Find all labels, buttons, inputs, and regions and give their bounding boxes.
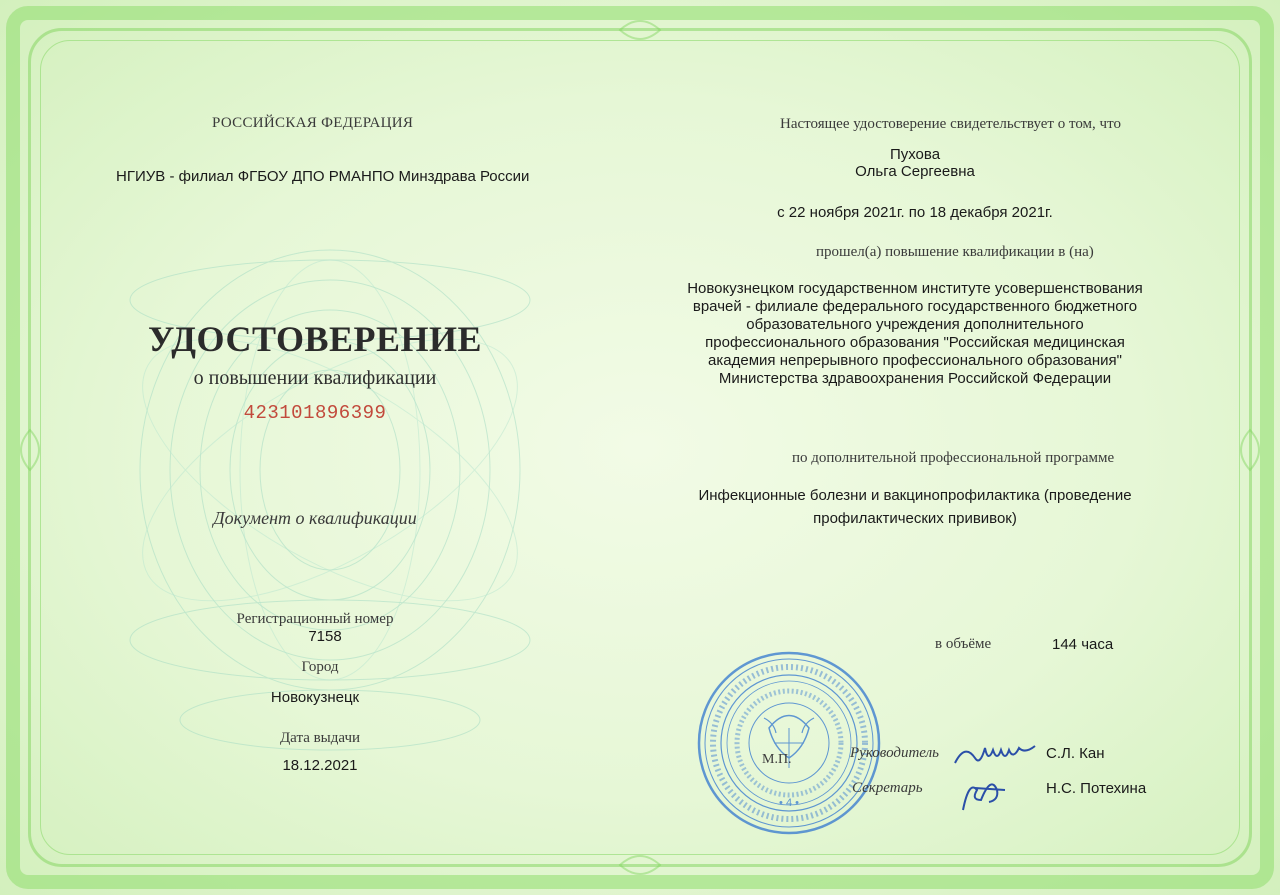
head-signature-icon — [950, 733, 1040, 773]
institution-short: НГИУВ - филиал ФГБОУ ДПО РМАНПО Минздрава России — [116, 168, 530, 185]
secretary-label: Секретарь — [852, 780, 923, 796]
registration-number: 7158 — [308, 628, 342, 645]
country-label: РОССИЙСКАЯ ФЕДЕРАЦИЯ — [212, 115, 414, 131]
secretary-name: Н.С. Потехина — [1046, 780, 1147, 797]
institution-line: образовательного учреждения дополнительного — [746, 316, 1084, 333]
institution-line: Новокузнецком государственном институте усовершенствования — [687, 280, 1143, 297]
document-title: УДОСТОВЕРЕНИЕ — [147, 319, 483, 359]
program-line: Инфекционные болезни и вакцинопрофилактика (проведение — [698, 487, 1132, 504]
issue-date-label: Дата выдачи — [279, 730, 361, 746]
head-name: С.Л. Кан — [1046, 745, 1105, 762]
training-period: с 22 ноября 2021г. по 18 декабря 2021г. — [777, 204, 1053, 221]
volume-label: в объёме — [935, 636, 992, 652]
institution-line: профессионального образования "Российская медицинская — [705, 334, 1125, 351]
program-title — [660, 484, 1170, 530]
svg-text:• 4 •: • 4 • — [779, 797, 799, 809]
program-line: профилактических прививок) — [813, 510, 1017, 527]
registration-label: Регистрационный номер — [236, 611, 394, 627]
holder-surname: Пухова — [889, 146, 941, 163]
intro-text: Настоящее удостоверение свидетельствует о том, что — [780, 116, 1121, 132]
issue-date-value: 18.12.2021 — [282, 757, 358, 774]
passed-label: прошел(а) повышение квалификации в (на) — [816, 244, 1094, 260]
official-seal-stamp-icon — [694, 648, 884, 838]
institution-full — [660, 280, 1170, 388]
city-value: Новокузнецк — [270, 689, 360, 706]
program-label: по дополнительной профессиональной программе — [792, 450, 1115, 466]
serial-number: 423101896399 — [243, 402, 387, 424]
secretary-signature-icon — [955, 770, 1015, 820]
document-subtitle: о повышении квалификации — [193, 367, 437, 389]
document-kind: Документ о квалификации — [213, 508, 417, 528]
holder-name: Ольга Сергеевна — [855, 163, 975, 180]
institution-line: врачей - филиале федерального государственного бюджетного — [692, 298, 1138, 315]
city-label: Город — [301, 659, 339, 675]
institution-line: академия непрерывного профессионального образования" — [708, 352, 1122, 369]
institution-line: Министерства здравоохранения Российской Федерации — [718, 370, 1112, 387]
volume-value: 144 часа — [1052, 636, 1114, 653]
stamp-place-label: М.П. — [762, 752, 792, 767]
head-label: Руководитель — [850, 745, 939, 761]
